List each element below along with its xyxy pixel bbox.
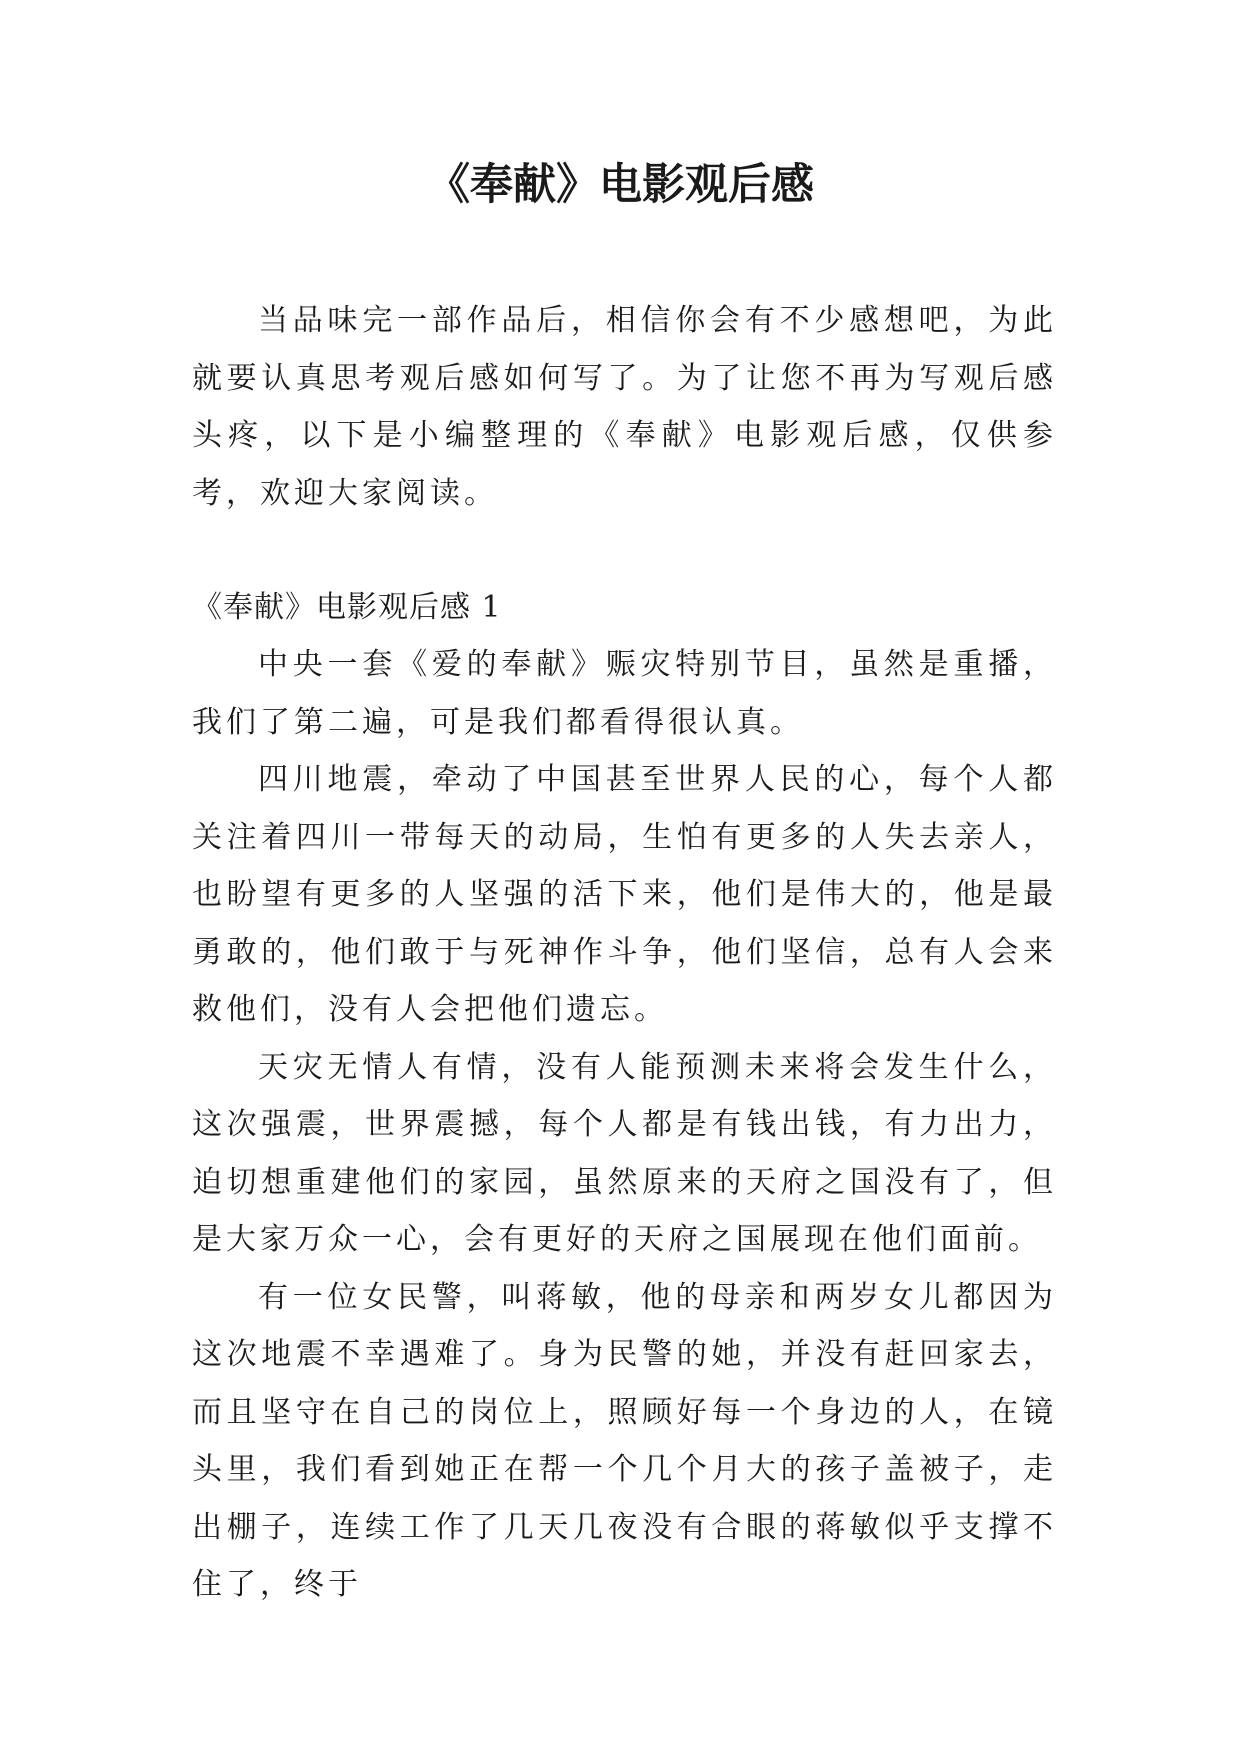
article-paragraph-4: 有一位女民警，叫蒋敏，他的母亲和两岁女儿都因为这次地震不幸遇难了。身为民警的她，并没有赶回家去，而且坚守在自己的岗位上，照顾好每一个身边的人，在镜头里，我们看到她正在帮一个几个月大的孩子盖被子，走出棚子，连续工作了几天几夜没有合眼的蒋敏似乎支撑不住了，终于: [192, 1279, 1057, 1602]
article-paragraph-3: 天灾无情人有情，没有人能预测未来将会发生什么，这次强震，世界震撼，每个人都是有钱出钱，有力出力，迫切想重建他们的家园，虽然原来的天府之国没有了，但是大家万众一心，会有更好的天府之国展现在他们面前。: [192, 1049, 1057, 1257]
article-body: [192, 636, 1057, 1614]
intro-paragraph: 当品味完一部作品后，相信你会有不少感想吧，为此就要认真思考观后感如何写了。为了让您不再为写观后感头疼，以下是小编整理的《奉献》电影观后感，仅供参考，欢迎大家阅读。: [192, 303, 1057, 511]
article-paragraph-1: 中央一套《爱的奉献》赈灾特别节目，虽然是重播，我们了第二遍，可是我们都看得很认真。: [192, 647, 1057, 740]
section-heading: 《奉献》电影观后感 1: [192, 590, 502, 625]
article-paragraph-2: 四川地震，牵动了中国甚至世界人民的心，每个人都关注着四川一带每天的动局，生怕有更多的人失去亲人，也盼望有更多的人坚强的活下来，他们是伟大的，他是最勇敢的，他们敢于与死神作斗争，他们坚信，总有人会来救他们，没有人会把他们遗忘。: [192, 762, 1057, 1027]
document-title: 《奉献》电影观后感: [427, 160, 814, 210]
